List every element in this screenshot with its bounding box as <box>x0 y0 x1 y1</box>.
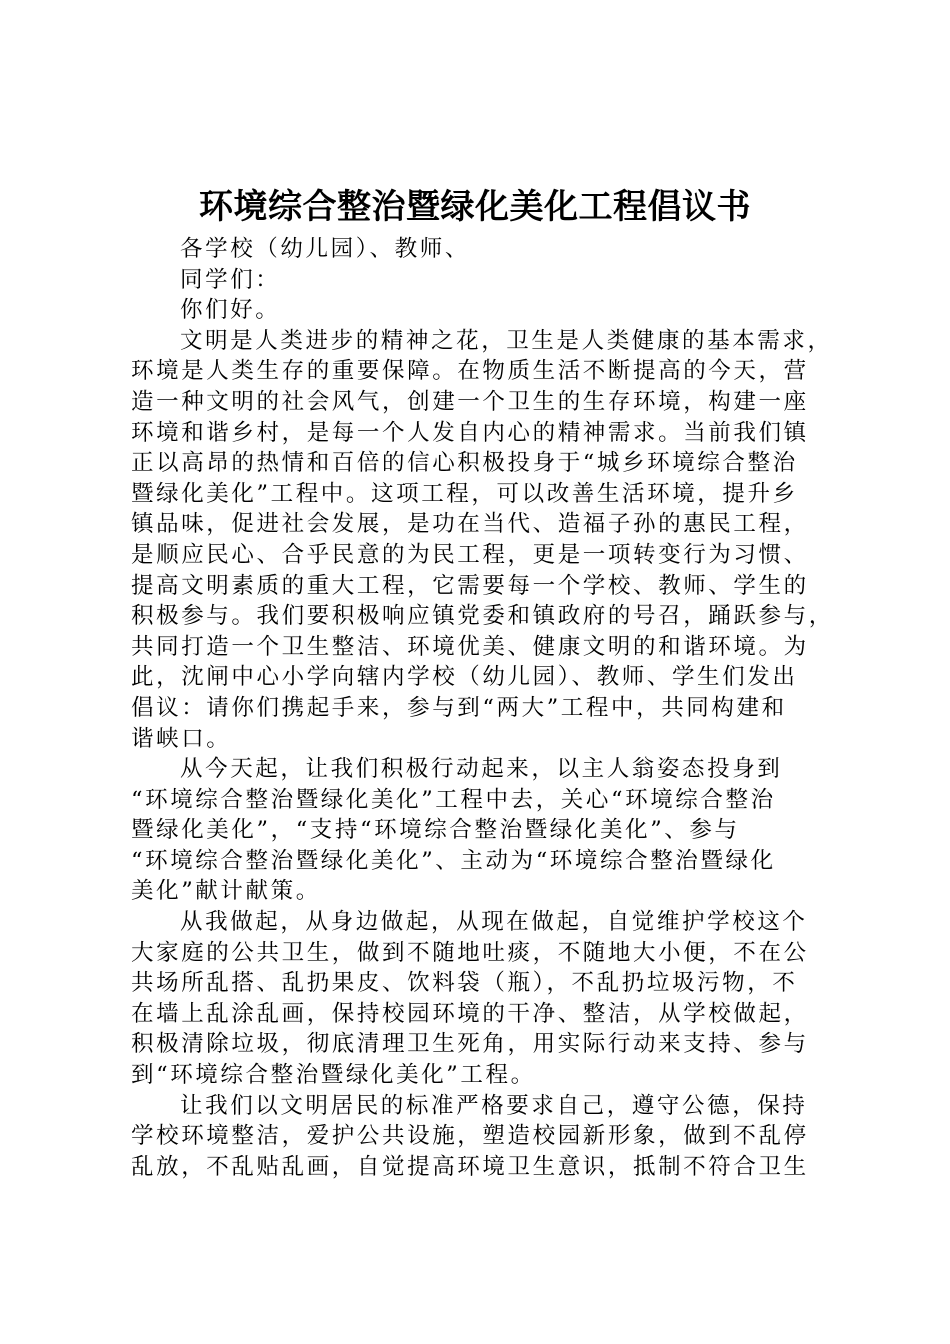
text-line: 共场所乱搭、乱扔果皮、饮料袋（瓶），不乱扔垃圾污物，不 <box>131 970 798 997</box>
text-line: 大家庭的公共卫生，做到不随地吐痰，不随地大小便，不在公 <box>131 939 809 966</box>
document-title: 环境综合整治暨绿化美化工程倡议书 <box>199 187 751 227</box>
text-line: 乱放，不乱贴乱画，自觉提高环境卫生意识，抵制不符合卫生 <box>131 1153 809 1180</box>
text-line: 环境是人类生存的重要保障。在物质生活不断提高的今天，营 <box>131 358 809 385</box>
text-line: 提高文明素质的重大工程，它需要每一个学校、教师、学生的 <box>131 572 809 599</box>
text-line: 在墙上乱涂乱画，保持校园环境的干净、整洁，从学校做起， <box>131 1000 809 1027</box>
text-line: 各学校（幼儿园）、教师、 <box>180 236 470 262</box>
text-line: 是顺应民心、合乎民意的为民工程，更是一项转变行为习惯、 <box>131 541 809 568</box>
text-line: 同学们： <box>180 266 281 293</box>
text-line: 从我做起，从身边做起，从现在做起，自觉维护学校这个 <box>180 909 808 936</box>
text-line: 环境和谐乡村，是每一个人发自内心的精神需求。当前我们镇 <box>131 419 809 446</box>
text-line: 镇品味，促进社会发展，是功在当代、造福子孙的惠民工程， <box>131 511 809 538</box>
text-line: 让我们以文明居民的标准严格要求自己，遵守公德，保持 <box>180 1092 808 1119</box>
document-body <box>131 234 843 1182</box>
text-line: 你们好。 <box>180 297 281 324</box>
text-line: “环境综合整治暨绿化美化”工程中去，关心“环境综合整治 <box>131 786 776 813</box>
text-line: “环境综合整治暨绿化美化”、主动为“环境综合整治暨绿化 <box>131 847 776 874</box>
text-line: 从今天起，让我们积极行动起来，以主人翁姿态投身到 <box>180 756 783 783</box>
text-line: 暨绿化美化”，“支持“环境综合整治暨绿化美化”、参与 <box>131 817 740 844</box>
text-line: 学校环境整洁，爱护公共设施，塑造校园新形象，做到不乱停 <box>131 1123 809 1150</box>
text-line: 暨绿化美化”工程中。这项工程，可以改善生活环境，提升乡 <box>131 480 798 507</box>
text-line: 到“环境综合整治暨绿化美化”工程。 <box>131 1062 536 1089</box>
text-line: 谐峡口。 <box>131 725 232 752</box>
text-line: 文明是人类进步的精神之花，卫生是人类健康的基本需求， <box>180 327 833 354</box>
text-line: 积极清除垃圾，彻底清理卫生死角，用实际行动来支持、参与 <box>131 1031 809 1058</box>
text-line: 正以高昂的热情和百倍的信心积极投身于“城乡环境综合整治 <box>131 450 798 477</box>
text-line: 造一种文明的社会风气，创建一个卫生的生存环境，构建一座 <box>131 388 809 415</box>
text-line: 此，沈闸中心小学向辖内学校（幼儿园）、教师、学生们发出 <box>131 664 798 691</box>
text-line: 倡议：请你们携起手来，参与到“两大”工程中，共同构建和 <box>131 694 787 721</box>
text-line: 积极参与。我们要积极响应镇党委和镇政府的号召，踊跃参与， <box>131 603 834 630</box>
text-line: 美化”献计献策。 <box>131 878 321 905</box>
text-line: 共同打造一个卫生整洁、环境优美、健康文明的和谐环境。为 <box>131 633 809 660</box>
